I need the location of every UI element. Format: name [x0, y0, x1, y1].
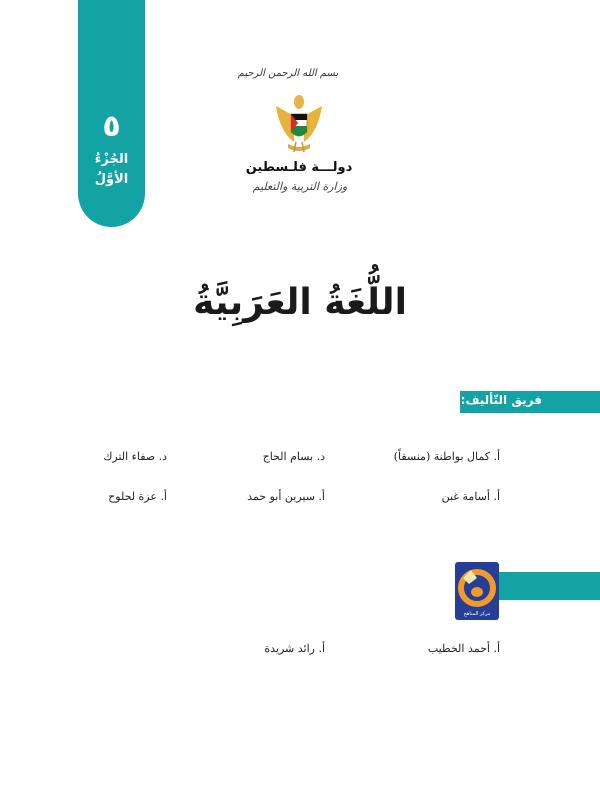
part-label-line2: الأوَّلُ: [94, 172, 129, 187]
state-name: دولـــة فلـسطين: [245, 160, 353, 175]
palestine-eagle-emblem-icon: [274, 92, 324, 158]
grade-tab: [78, 0, 145, 227]
curriculum-center-label: مركز المناهج: [463, 611, 491, 617]
grade-number: ٥: [102, 109, 121, 144]
author-name: د. بسام الحاج: [262, 450, 325, 463]
author-name: أ. عزة لحلوح: [108, 490, 167, 503]
author-name: د. صفاء الترك: [103, 450, 167, 463]
author-name: أ. أسامة غبن: [441, 490, 500, 503]
part-label-line1: الجُزْءُ: [94, 152, 129, 167]
reviewer-name: أ. أحمد الخطيب: [427, 642, 500, 655]
part-label: [95, 150, 129, 190]
reviewers-band: [498, 572, 600, 600]
reviewer-name: أ. رائد شريدة: [264, 642, 325, 655]
ministry-name: وزارة التربية والتعليم: [252, 180, 348, 193]
curriculum-center-logo-icon: [455, 562, 499, 620]
basmala: بسم الله الرحمن الرحيم: [237, 68, 339, 79]
authors-heading: فريق التّأليف:: [460, 393, 542, 407]
author-name: أ. سيرين أبو حمد: [247, 490, 325, 503]
book-title: اللُّغَةُ العَرَبِيَّةُ: [193, 282, 407, 323]
author-name: أ. كمال بواطنة (منسقاً): [393, 450, 500, 463]
